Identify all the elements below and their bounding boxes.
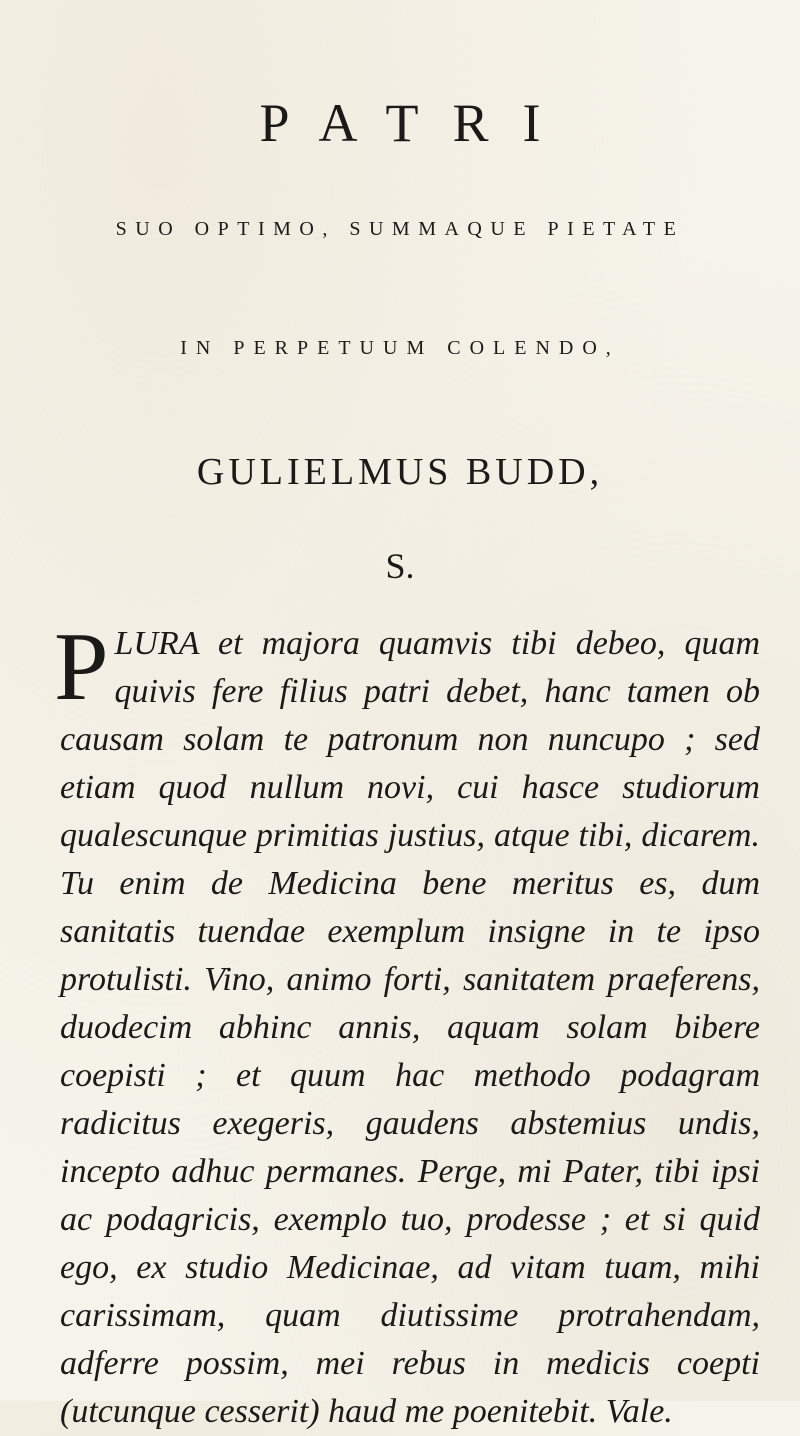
drop-cap: P [54, 613, 109, 721]
salutation: S. [385, 546, 415, 586]
first-word: LURA [114, 625, 199, 662]
dedication-body [54, 613, 761, 1436]
dedication-line-2: IN PERPETUUM COLENDO, [180, 337, 620, 359]
dedication-title: PATRI [259, 93, 575, 153]
dedication-line-1: SUO OPTIMO, SUMMAQUE PIETATE [115, 218, 685, 240]
author-name: GULIELMUS BUDD, [196, 451, 604, 493]
body-text: et majora quamvis tibi debeo, quam quivis fere filius patri debet, hanc tamen ob causam solam te patronum non nuncupo ; sed etiam quod nullum novi, cui hasce studiorum qualescunque primitias justius, atque tibi, dicarem. Tu enim de Medicina bene meritus es, dum sanitatis tuendae exemplum insigne in te ipso protulisti. Vino, animo forti, sanitatem praeferens, duodecim abhinc annis, aquam solam bibere coepisti ; et quum hac methodo podagram radicitus exegeris, gaudens abstemius undis, incepto adhuc permanes. Perge, mi Pater, tibi ipsi ac podagricis, exemplo tuo, prodesse ; et si quid ego, ex studio Medicinae, ad vitam tuam, mihi carissimam, quam diutissime protrahendam, adferre possim, mei rebus in medicis coepti (utcunque cesserit) haud me poenitebit. Vale. [60, 625, 761, 1430]
